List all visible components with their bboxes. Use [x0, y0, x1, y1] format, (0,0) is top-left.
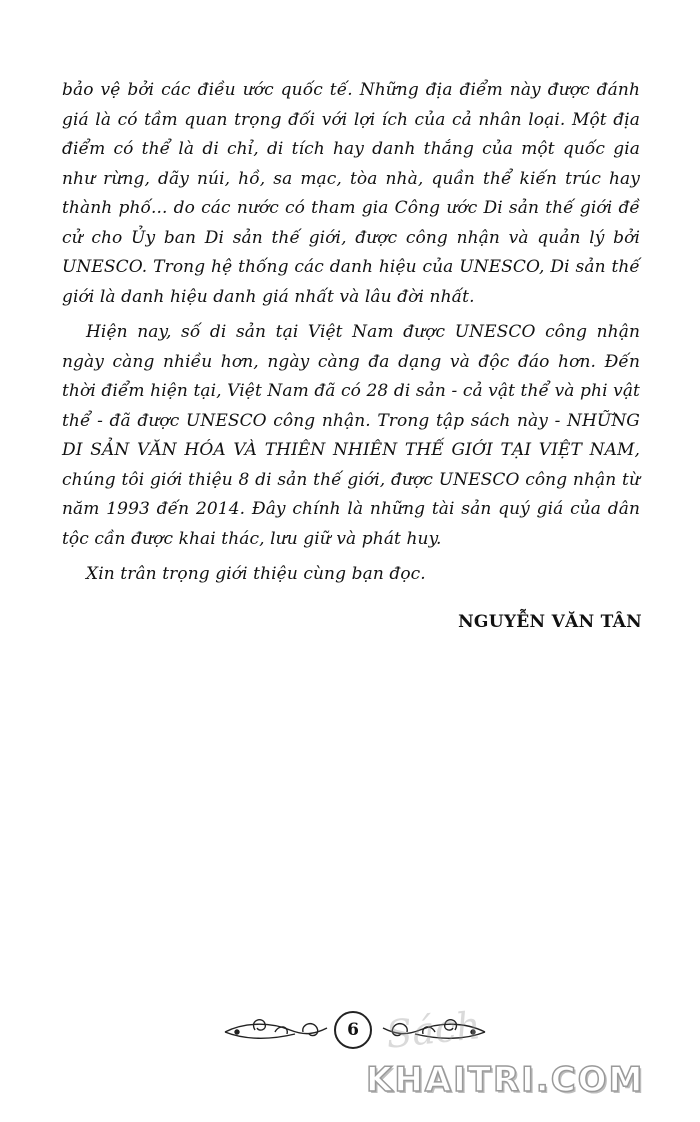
paragraph-3: Xin trân trọng giới thiệu cùng bạn đọc. [86, 564, 426, 584]
paragraph-1: bảo vệ bởi các điều ước quốc tế. Những địa điểm này được đánh giá là có tầm quan trọng đối với lợi ích của cả nhân loại. Một địa điểm có thể là di chỉ, di tích hay danh thắng của một quốc gia như rừng, dãy núi, hồ, sa mạc, tòa nhà, quần thể kiến trúc hay thành phố... do các nước có tham gia Công ước Di sản thế giới đề cử cho Ủy ban Di sản thế giới, được công nhận và quản lý bởi UNESCO. Trong hệ thống các danh hiệu của UNESCO, Di sản thế giới là danh hiệu danh giá nhất và lâu đời nhất. [62, 80, 640, 307]
page-number: 6 [334, 1011, 372, 1049]
author-signature: NGUYỄN VĂN TÂN [458, 612, 642, 632]
watermark-brand: KHAITRI.COM [366, 1060, 645, 1100]
watermark-script: Sách [383, 1003, 483, 1057]
paragraph-2: Hiện nay, số di sản tại Việt Nam được UNESCO công nhận ngày càng nhiều hơn, ngày càng đa dạng và độc đáo hơn. Đến thời điểm hiện tại, Việt Nam đã có 28 di sản - cả vật thể và phi vật thể - đã được UNESCO công nhận. Trong tập sách này - NHỮNG DI SẢN VĂN HÓA VÀ THIÊN NHIÊN THẾ GIỚI TẠI VIỆT NAM, chúng tôi giới thiệu 8 di sản thế giới, được UNESCO công nhận từ năm 1993 đến 2014. Đây chính là những tài sản quý giá của dân tộc cần được khai thác, lưu giữ và phát huy. [62, 322, 640, 549]
body-text [62, 76, 640, 596]
